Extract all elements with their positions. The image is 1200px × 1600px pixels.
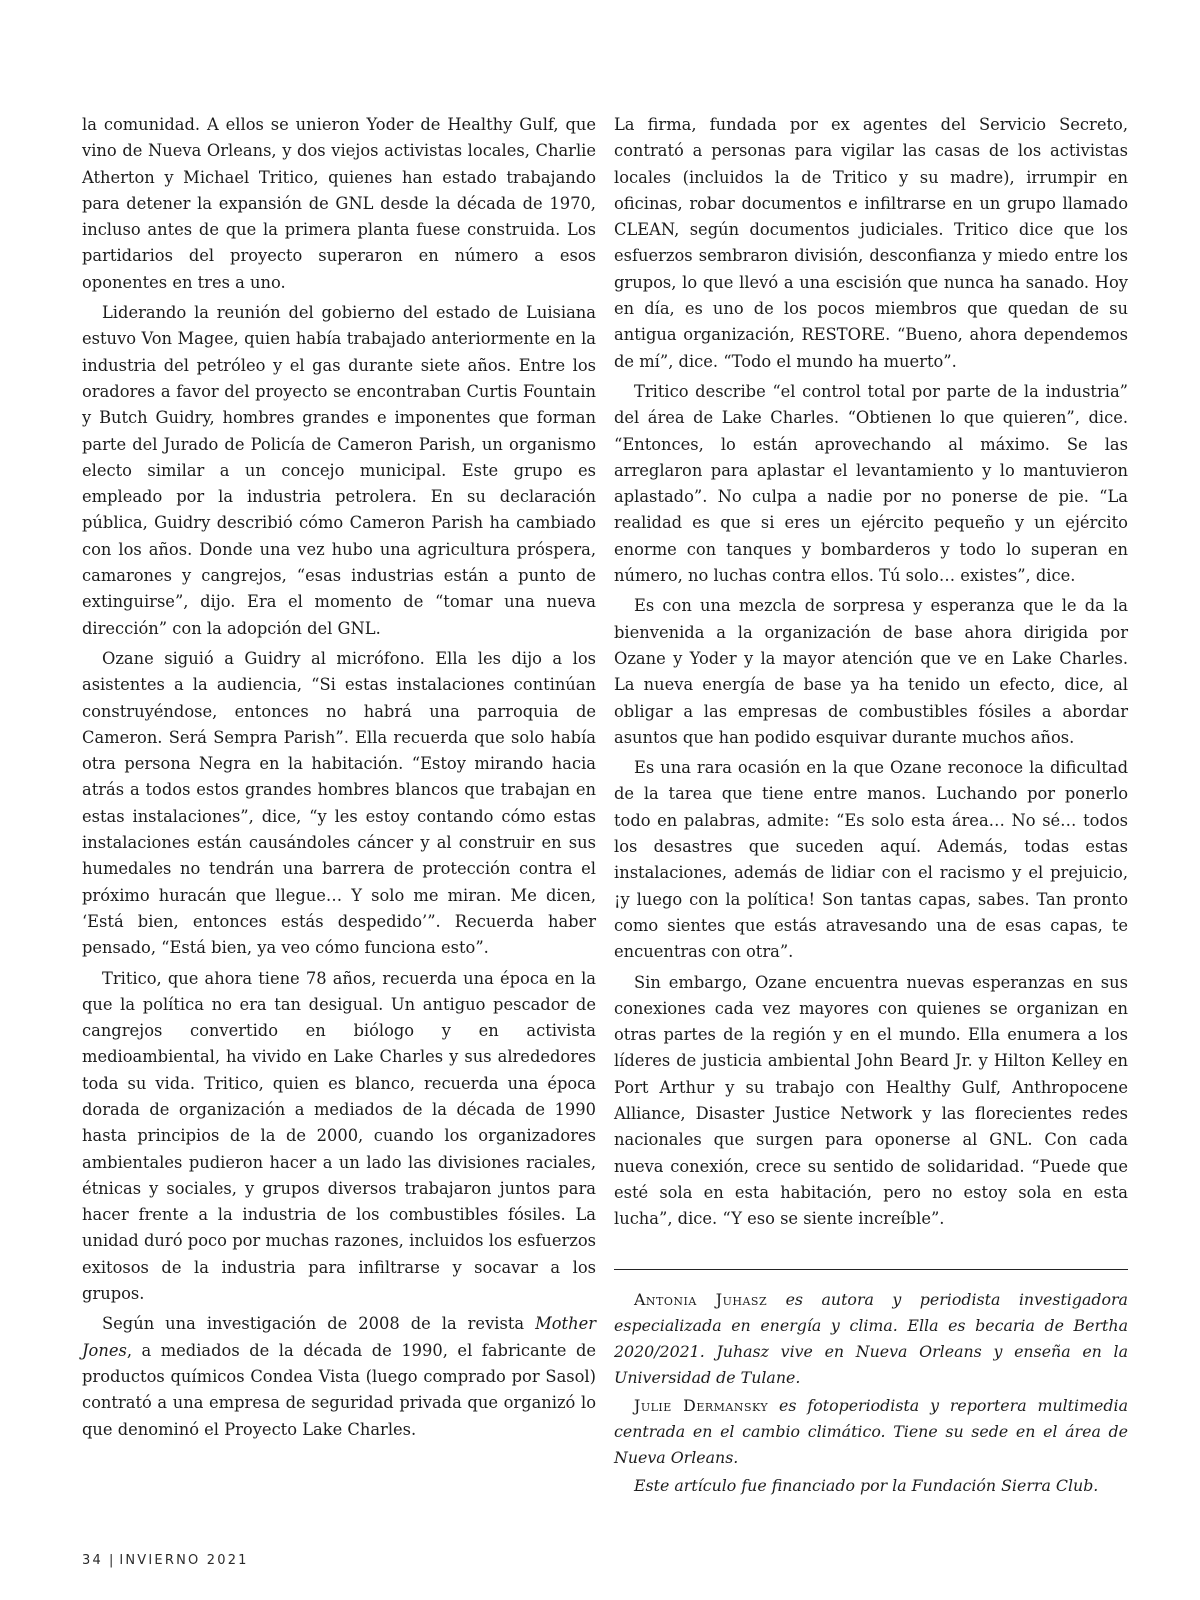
footer-separator: | — [108, 1553, 114, 1568]
paragraph: la comunidad. A ellos se unieron Yoder de Healthy Gulf, que vino de Nueva Orleans, y dos viejos activistas locales, Charlie Atherton y Michael Tritico, quienes han estado trabajando para detener la expansión de GNL desde la década de 1970, incluso antes de que la primera planta fuese construida. Los partidarios del proyecto superaron en número a esos oponentes en tres a uno. — [82, 115, 596, 292]
author-bio — [614, 1287, 1128, 1391]
left-column — [82, 112, 596, 1447]
paragraph: Es una rara ocasión en la que Ozane reconoce la dificultad de la tarea que tiene entre manos. Luchando por ponerlo todo en palabras, admite: “Es solo esta área… No sé… todos los desastres que suceden aquí. Además, todas estas instalaciones, además de lidiar con el racismo y el prejuicio, ¡y luego con la política! Son tantas capas, sabes. Tan pronto como sientes que estás atravesando una de esas capas, te encuentras con otra”. — [614, 758, 1128, 962]
bio-text: es fotoperiodista y reportera multimedia centrada en el cambio climático. Tiene su sede en el área de Nueva Orleans. — [614, 1396, 1128, 1467]
author-name: Julie Dermansky — [634, 1396, 769, 1415]
paragraph: Tritico, que ahora tiene 78 años, recuerda una época en la que la política no era tan desigual. Un antiguo pescador de cangrejos convertido en biólogo y en activista medioambiental, ha vivido en Lake Charles y sus alrededores toda su vida. Tritico, quien es blanco, recuerda una época dorada de organización a mediados de la década de 1990 hasta principios de la de 2000, cuando los organizadores ambientales pudieron hacer a un lado las divisiones raciales, étnicas y sociales, y grupos diversos trabajaron juntos para hacer frente a la industria de los combustibles fósiles. La unidad duró poco por muchas razones, incluidos los esfuerzos exitosos de la industria para infiltrarse y socavar a los grupos. — [82, 968, 596, 1304]
right-column — [614, 112, 1128, 1236]
issue-label: INVIERNO 2021 — [119, 1553, 249, 1568]
paragraph: Liderando la reunión del gobierno del estado de Luisiana estuvo Von Magee, quien había trabajado anteriormente en la industria del petróleo y el gas durante siete años. Entre los oradores a favor del proyecto se encontraban Curtis Fountain y Butch Guidry, hombres grandes e imponentes que forman parte del Jurado de Policía de Cameron Parish, un organismo electo similar a un concejo municipal. Este grupo es empleado por la industria petrolera. En su declaración pública, Guidry describió cómo Cameron Parish ha cambiado con los años. Donde una vez hubo una agricultura próspera, camarones y cangrejos, “esas industrias están a punto de extinguirse”, dijo. Era el momento de “tomar una nueva dirección” con la adopción del GNL. — [82, 303, 596, 638]
page-number: 34 — [82, 1553, 103, 1568]
page-footer — [82, 1553, 249, 1568]
author-bios — [614, 1287, 1128, 1501]
paragraph: Sin embargo, Ozane encuentra nuevas esperanzas en sus conexiones cada vez mayores con quienes se organizan en otras partes de la región y en el mundo. Ella enumera a los líderes de justicia ambiental John Beard Jr. y Hilton Kelley en Port Arthur y su trabajo con Healthy Gulf, Anthropocene Alliance, Disaster Justice Network y las florecientes redes nacionales que surgen para oponerse al GNL. Con cada nueva conexión, crece su sentido de solidaridad. “Puede que esté sola en esta habitación, pero no estoy sola en esta lucha”, dice. “Y eso se siente increíble”. — [614, 972, 1128, 1229]
paragraph: Tritico describe “el control total por parte de la industria” del área de Lake Charles. “Obtienen lo que quieren”, dice. “Entonces, lo están aprovechando al máximo. Se las arreglaron para aplastar el levantamiento y lo mantuvieron aplastado”. No culpa a nadie por no ponerse de pie. “La realidad es que si eres un ejército pequeño y un ejército enorme con tanques y bombarderos y todo lo superan en número, no luchas contra ellos. Tú solo… existes”, dice. — [614, 381, 1128, 586]
paragraph: Es con una mezcla de sorpresa y esperanza que le da la bienvenida a la organización de base ahora dirigida por Ozane y Yoder y la mayor atención que ve en Lake Charles. La nueva energía de base ya ha tenido un efecto, dice, al obligar a las empresas de combustibles fósiles a abordar asuntos que han podido esquivar durante muchos años. — [614, 596, 1128, 747]
paragraph — [82, 1311, 596, 1442]
paragraph: La firma, fundada por ex agentes del Servicio Secreto, contrató a personas para vigilar las casas de los activistas locales (incluidos la de Tritico y su madre), irrumpir en oficinas, robar documentos e infiltrarse en un grupo llamado CLEAN, según documentos judiciales. Tritico dice que los esfuerzos sembraron división, desconfianza y miedo entre los grupos, lo que llevó a una escisión que nunca ha sanado. Hoy en día, es uno de los pocos miembros que quedan de su antigua organización, RESTORE. “Bueno, ahora dependemos de mí”, dice. “Todo el mundo ha muerto”. — [614, 115, 1128, 371]
section-divider — [614, 1269, 1128, 1270]
author-name: Antonia Juhasz — [634, 1290, 768, 1309]
paragraph: Ozane siguió a Guidry al micrófono. Ella les dijo a los asistentes a la audiencia, “Si estas instalaciones continúan construyéndose, entonces no habrá una parroquia de Cameron. Será Sempra Parish”. Ella recuerda que solo había otra persona Negra en la habitación. “Estoy mirando hacia atrás a todos estos grandes hombres blancos que trabajan en estas instalaciones”, dice, “y les estoy contando cómo estas instalaciones están causándoles cáncer y al construir en sus humedales no tendrán una barrera de protección contra el próximo huracán que llegue… Y solo me miran. Me dicen, ‘Está bien, entonces estás despedido’”. Recuerda haber pensado, “Está bien, ya veo cómo funciona esto”. — [82, 648, 596, 958]
paragraph-text: Según una investigación de 2008 de la revista — [102, 1314, 536, 1334]
magazine-title: Mother Jones — [82, 1314, 596, 1360]
paragraph-text: , a mediados de la década de 1990, el fabricante de productos químicos Condea Vista (luego comprado por Sasol) contrató a una empresa de seguridad privada que organizó lo que denominó el Proyecto Lake Charles. — [82, 1340, 596, 1439]
funding-note: Este artículo fue financiado por la Fundación Sierra Club. — [634, 1476, 1099, 1495]
author-bio — [614, 1393, 1128, 1471]
bio-text: es autora y periodista investigadora especializada en energía y clima. Ella es becaria de Bertha 2020/2021. Juhasz vive en Nueva Orleans y enseña en la Universidad de Tulane. — [614, 1290, 1128, 1387]
